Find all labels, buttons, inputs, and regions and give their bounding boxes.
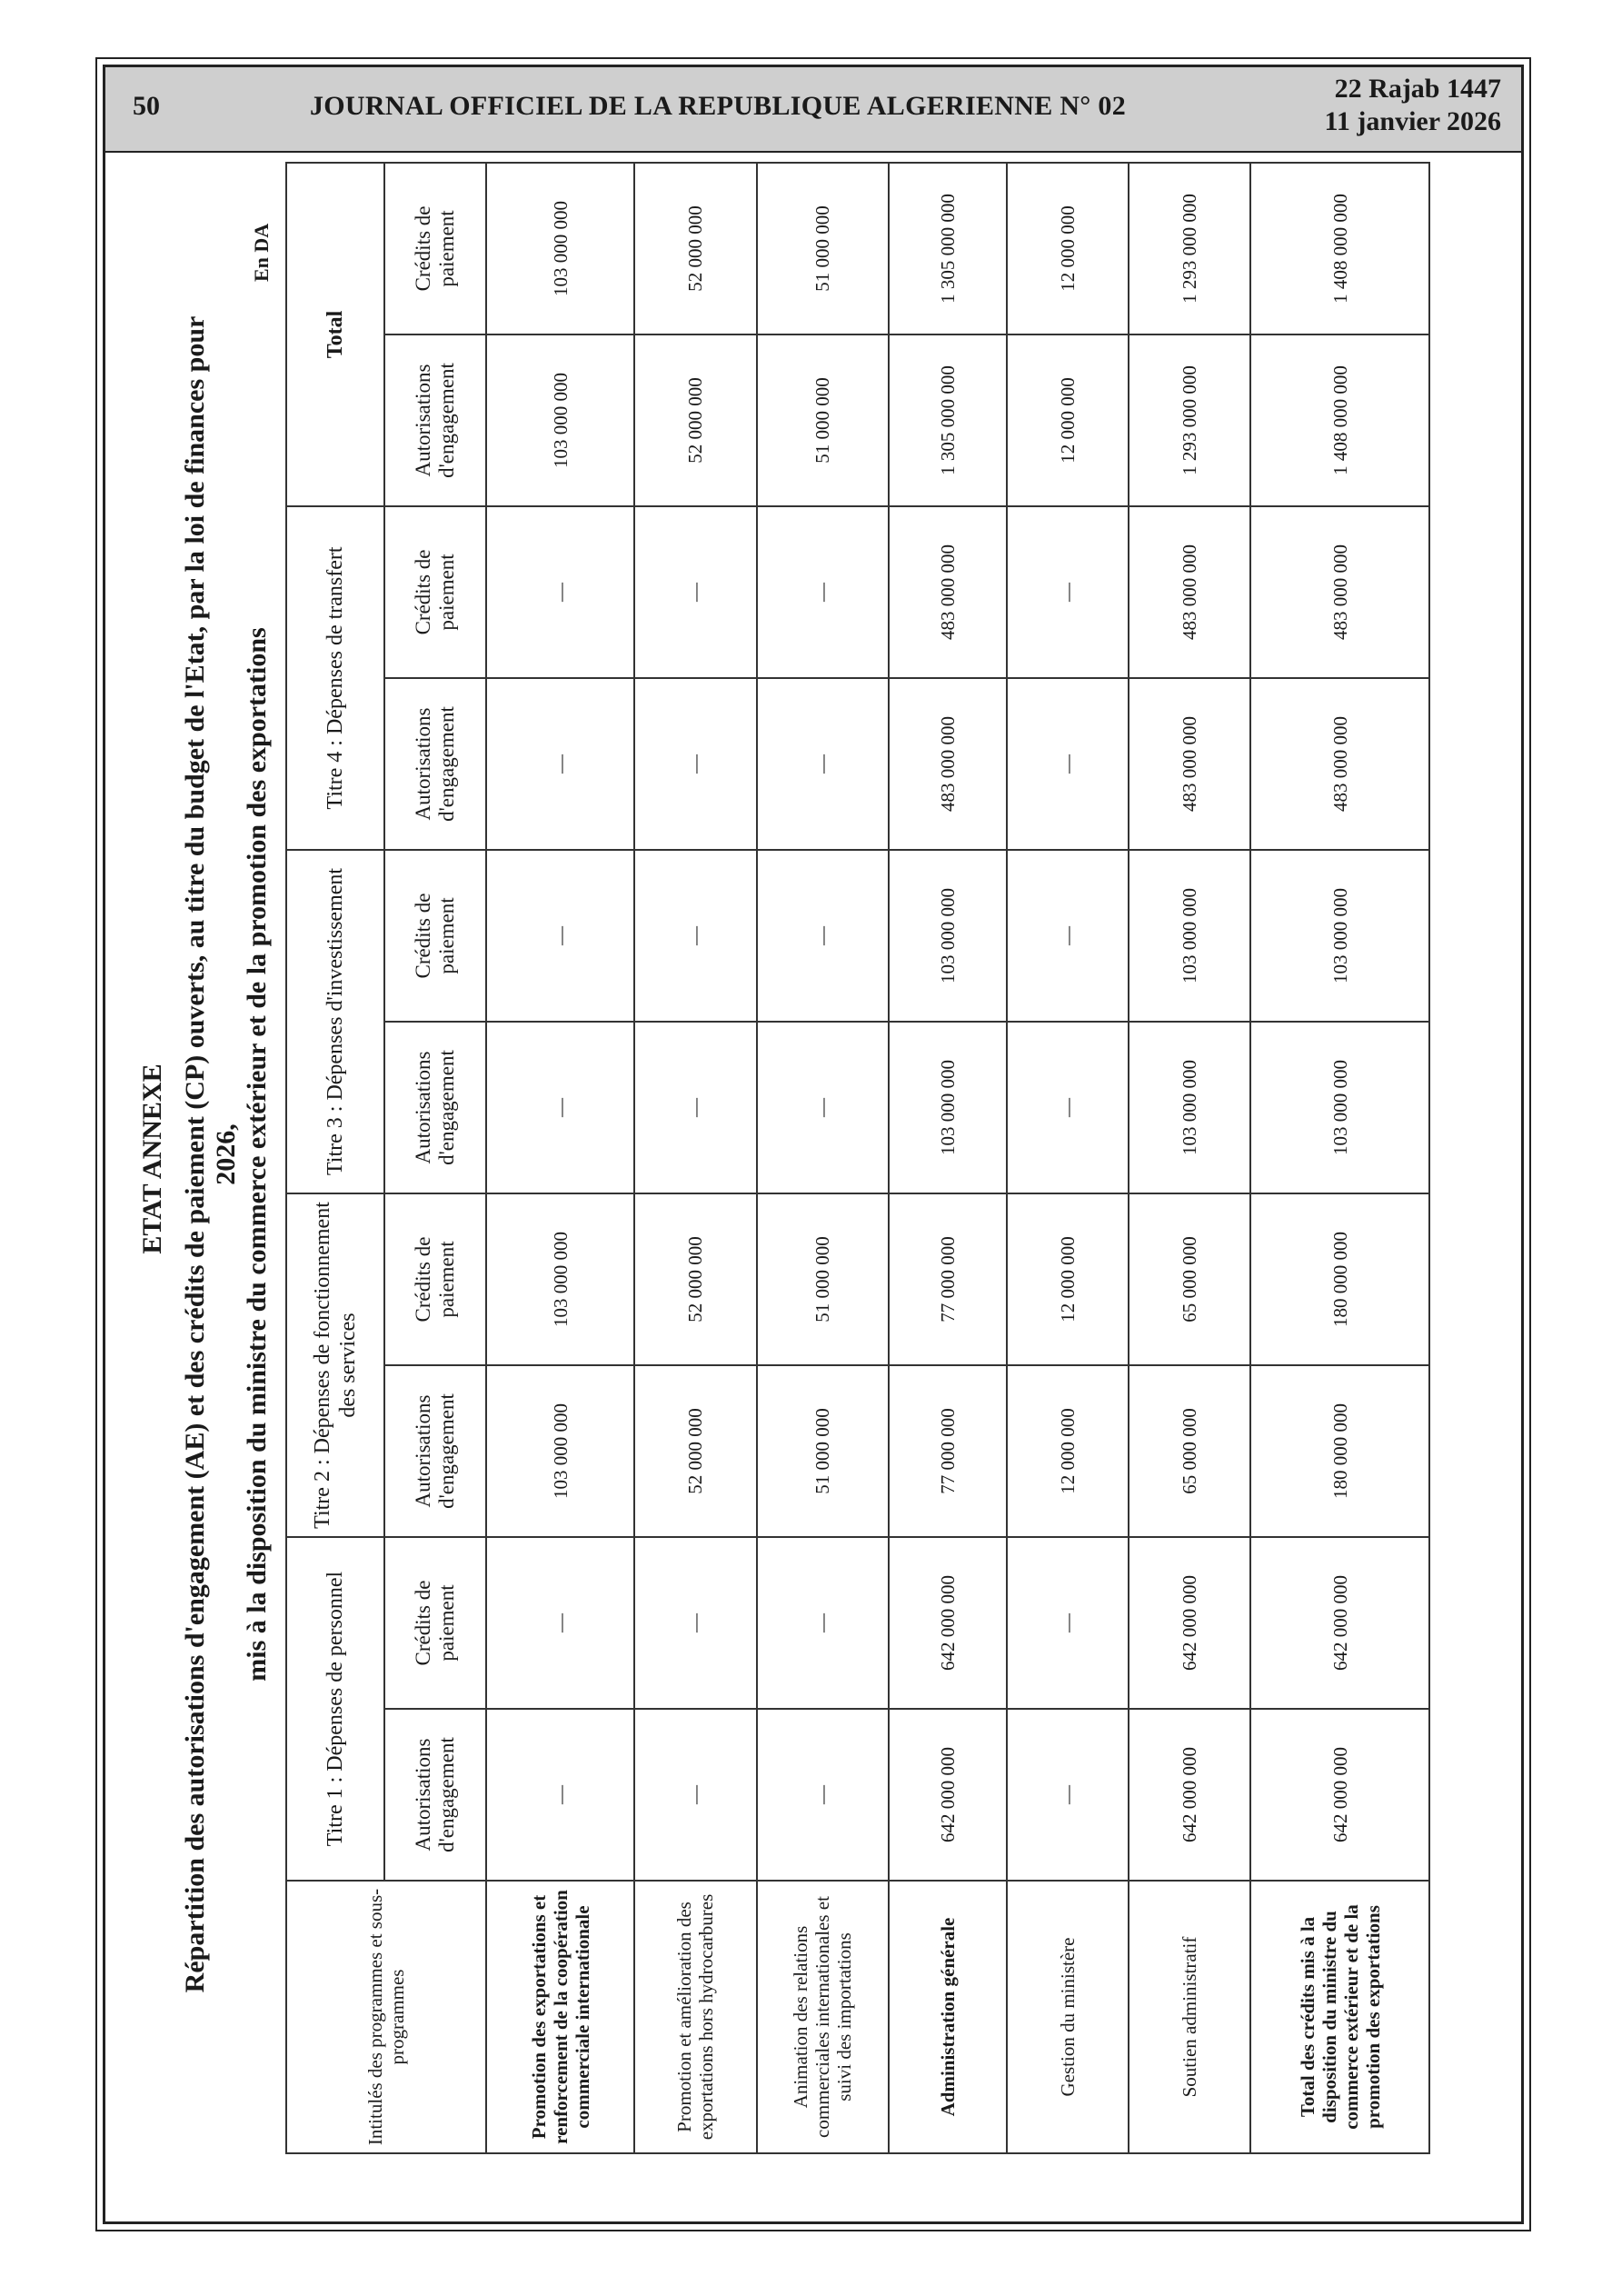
table-cell: — [634, 1022, 756, 1193]
table-cell: 1 408 000 000 [1250, 334, 1429, 506]
subheader-cp: Crédits de paiement [384, 850, 486, 1022]
table-cell: 103 000 000 [486, 1193, 634, 1365]
table-cell: — [757, 1709, 889, 1881]
table-cell: 52 000 000 [634, 1193, 756, 1365]
table-cell: — [757, 1022, 889, 1193]
table-cell: 642 000 000 [1129, 1709, 1250, 1881]
table-cell: 103 000 000 [486, 334, 634, 506]
subheader-ae: Autorisations d'engagement [384, 334, 486, 506]
table-cell: — [1007, 1537, 1129, 1709]
subheader-ae: Autorisations d'engagement [384, 1365, 486, 1537]
subheader-cp: Crédits de paiement [384, 1537, 486, 1709]
table-cell: — [634, 1537, 756, 1709]
table-cell: 77 000 000 [889, 1365, 1007, 1537]
budget-table-body [486, 163, 1429, 2153]
table-cell: 180 000 000 [1250, 1193, 1429, 1365]
table-cell: — [486, 678, 634, 850]
table-cell: 1 305 000 000 [889, 334, 1007, 506]
table-cell: 51 000 000 [757, 163, 889, 334]
row-label: Total des crédits mis à la disposition du ministre du commerce extérieur et de la promotion des exportations [1250, 1881, 1429, 2153]
issue-date [1325, 73, 1501, 138]
table-cell: — [634, 678, 756, 850]
table-cell: 483 000 000 [1129, 506, 1250, 678]
table-cell: — [1007, 678, 1129, 850]
table-cell: 51 000 000 [757, 1193, 889, 1365]
group-header-total: Total [286, 163, 384, 506]
table-cell: — [634, 506, 756, 678]
table-cell: 1 408 000 000 [1250, 163, 1429, 334]
rotated-annex-content [136, 164, 1499, 2154]
table-row [634, 163, 756, 2153]
subheader-ae: Autorisations d'engagement [384, 1022, 486, 1193]
table-cell: 483 000 000 [1250, 506, 1429, 678]
group-header-titre-4: Titre 4 : Dépenses de transfert [286, 506, 384, 850]
table-cell: 642 000 000 [1250, 1537, 1429, 1709]
table-cell: — [1007, 1022, 1129, 1193]
group-header-titre-2: Titre 2 : Dépenses de fonctionnement des services [286, 1193, 384, 1537]
row-label: Gestion du ministère [1007, 1881, 1129, 2153]
table-row [1129, 163, 1250, 2153]
table-cell: 642 000 000 [889, 1537, 1007, 1709]
currency-unit: En DA [250, 223, 273, 282]
subtitle-line-1: Répartition des autorisations d'engagement (AE) et des crédits de paiement (CP) ouverts, au titre du budget de l'Etat, par la loi de finances pour 2026, [180, 315, 241, 1993]
table-cell: 642 000 000 [1129, 1537, 1250, 1709]
budget-table [285, 162, 1430, 2154]
table-cell: 52 000 000 [634, 334, 756, 506]
table-cell: 642 000 000 [889, 1709, 1007, 1881]
table-cell: 65 000 000 [1129, 1193, 1250, 1365]
table-cell: — [634, 1709, 756, 1881]
table-cell: 51 000 000 [757, 1365, 889, 1537]
table-cell: — [486, 1022, 634, 1193]
table-cell: 51 000 000 [757, 334, 889, 506]
row-label: Administration générale [889, 1881, 1007, 2153]
subheader-cp: Crédits de paiement [384, 1193, 486, 1365]
table-cell: 12 000 000 [1007, 1365, 1129, 1537]
subheader-ae: Autorisations d'engagement [384, 1709, 486, 1881]
table-row [486, 163, 634, 2153]
table-cell: — [757, 678, 889, 850]
row-label: Promotion et amélioration des exportations hors hydrocarbures [634, 1881, 756, 2153]
row-label: Animation des relations commerciales internationales et suivi des importations [757, 1881, 889, 2153]
table-cell: 103 000 000 [1129, 1022, 1250, 1193]
table-cell: — [486, 1709, 634, 1881]
table-cell: — [486, 850, 634, 1022]
date-hijri: 22 Rajab 1447 [1334, 74, 1501, 104]
table-cell: 483 000 000 [1250, 678, 1429, 850]
table-cell: 103 000 000 [486, 1365, 634, 1537]
table-cell: — [757, 1537, 889, 1709]
table-cell: 12 000 000 [1007, 1193, 1129, 1365]
table-row [1250, 163, 1429, 2153]
table-cell: — [634, 850, 756, 1022]
subtitle-line-2: mis à la disposition du ministre du commerce extérieur et de la promotion des exportations [242, 627, 272, 1682]
journal-title: JOURNAL OFFICIEL DE LA REPUBLIQUE ALGERIENNE N° 02 [310, 91, 1126, 121]
group-header-titre-3: Titre 3 : Dépenses d'investissement [286, 850, 384, 1193]
row-label: Promotion des exportations et renforcement de la coopération commerciale internationale [486, 1881, 634, 2153]
table-cell: 77 000 000 [889, 1193, 1007, 1365]
subheader-ae: Autorisations d'engagement [384, 678, 486, 850]
subheader-cp: Crédits de paiement [384, 506, 486, 678]
table-cell: — [757, 850, 889, 1022]
row-label: Soutien administratif [1129, 1881, 1250, 2153]
table-row [1007, 163, 1129, 2153]
annex-title: ETAT ANNEXE [137, 1063, 167, 1254]
table-cell: 103 000 000 [1250, 850, 1429, 1022]
journal-header [105, 67, 1521, 153]
subheader-cp: Crédits de paiement [384, 163, 486, 334]
table-cell: 642 000 000 [1250, 1709, 1429, 1881]
table-cell: 52 000 000 [634, 163, 756, 334]
table-cell: 65 000 000 [1129, 1365, 1250, 1537]
table-cell: — [1007, 1709, 1129, 1881]
label-column-header: Intitulés des programmes et sous-programmes [286, 1881, 486, 2153]
table-cell: 52 000 000 [634, 1365, 756, 1537]
table-cell: 12 000 000 [1007, 334, 1129, 506]
table-cell: 103 000 000 [1129, 850, 1250, 1022]
table-cell: — [486, 506, 634, 678]
table-cell: 483 000 000 [889, 678, 1007, 850]
table-cell: 1 293 000 000 [1129, 334, 1250, 506]
table-cell: 483 000 000 [1129, 678, 1250, 850]
table-cell: 103 000 000 [889, 1022, 1007, 1193]
table-cell: 103 000 000 [486, 163, 634, 334]
table-cell: 1 305 000 000 [889, 163, 1007, 334]
date-gregorian: 11 janvier 2026 [1324, 106, 1501, 136]
group-header-titre-1: Titre 1 : Dépenses de personnel [286, 1537, 384, 1881]
table-cell: 1 293 000 000 [1129, 163, 1250, 334]
table-cell: — [1007, 850, 1129, 1022]
table-cell: — [1007, 506, 1129, 678]
table-cell: — [486, 1537, 634, 1709]
table-cell: 103 000 000 [1250, 1022, 1429, 1193]
table-cell: 12 000 000 [1007, 163, 1129, 334]
table-cell: 103 000 000 [889, 850, 1007, 1022]
annex-subtitle [180, 291, 273, 2018]
table-cell: 483 000 000 [889, 506, 1007, 678]
page-number: 50 [133, 91, 160, 121]
table-row [757, 163, 889, 2153]
table-row [889, 163, 1007, 2153]
table-cell: 180 000 000 [1250, 1365, 1429, 1537]
table-cell: — [757, 506, 889, 678]
